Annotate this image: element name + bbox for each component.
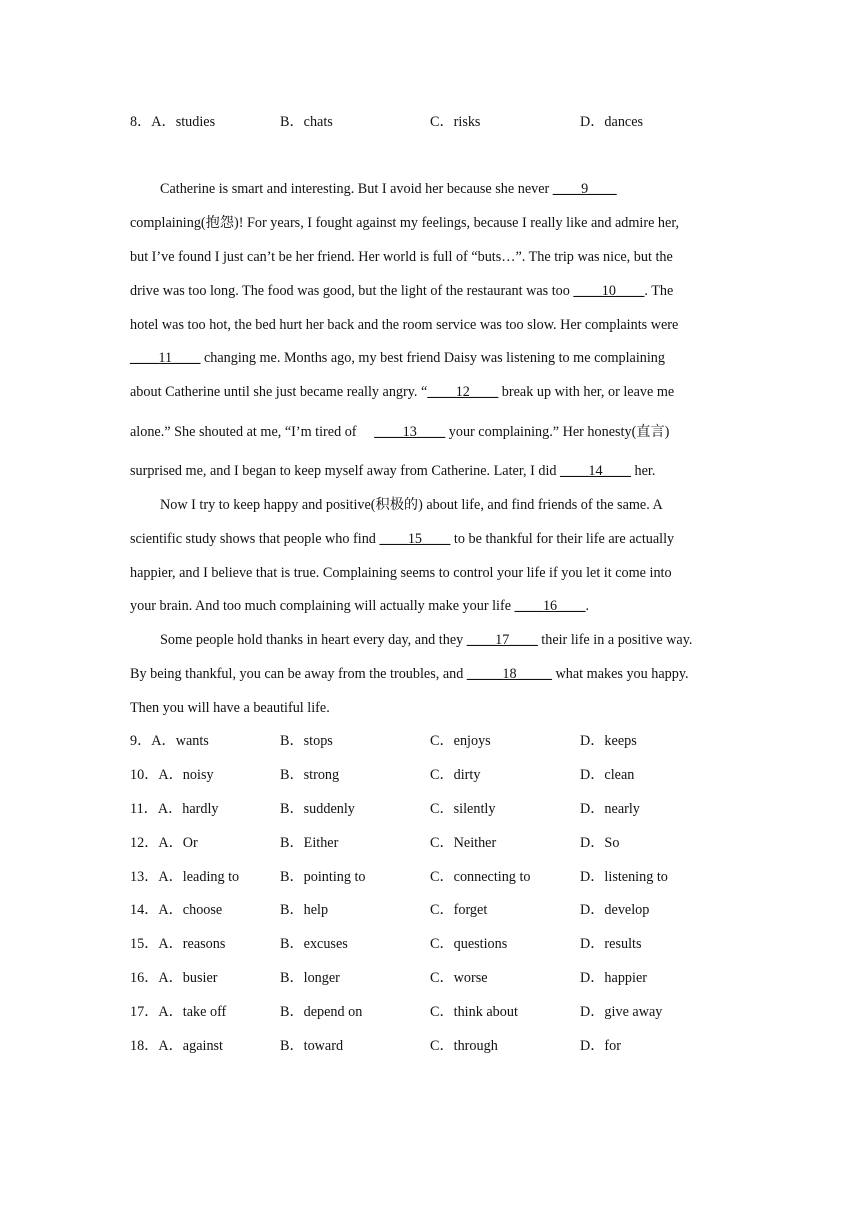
option-b: B．stops	[280, 733, 333, 749]
blank-13: ____13____	[374, 424, 446, 440]
option-a: 12．A．Or	[130, 835, 198, 851]
passage-line	[130, 697, 740, 719]
passage-line	[130, 314, 740, 336]
question-12-options	[130, 833, 740, 853]
option-a: 18．A．against	[130, 1038, 223, 1054]
passage-line	[130, 460, 740, 482]
blank-18: _____18_____	[466, 666, 552, 682]
option-d: D．results	[580, 936, 642, 952]
passage-text: .	[585, 598, 590, 614]
passage-line	[130, 528, 740, 550]
passage-line	[130, 494, 770, 516]
passage-text: Some people hold thanks in heart every day, and they	[160, 632, 467, 648]
passage-text: changing me. Months ago, my best friend Daisy was listening to me complaining	[200, 350, 665, 366]
option-a: 17．A．take off	[130, 1004, 227, 1020]
option-b: B．pointing to	[280, 869, 366, 885]
passage-text: your brain. And too much complaining will actually make your life	[130, 598, 515, 614]
blank-12: ____12____	[427, 384, 499, 400]
blank-11: ____11____	[130, 350, 201, 366]
passage-text: scientific study shows that people who find	[130, 531, 380, 547]
blank-15: ____15____	[379, 531, 451, 547]
option-b: B．strong	[280, 767, 340, 783]
blank-9: ____9____	[552, 181, 617, 197]
option-d: D．keeps	[580, 733, 637, 749]
passage-text: alone.” She shouted at me, “I’m tired of	[130, 424, 375, 440]
question-10-options	[130, 765, 740, 785]
passage-text: but I’ve found I just can’t be her friend. Her world is full of “buts…”. The trip was nice, but the	[130, 249, 673, 265]
question-14-options	[130, 900, 740, 920]
passage-text: . The	[644, 283, 674, 299]
option-d: D．clean	[580, 767, 635, 783]
option-b: B．toward	[280, 1038, 344, 1054]
question-15-options	[130, 934, 740, 954]
option-c: C．Neither	[430, 835, 497, 851]
option-a: 9．A．wants	[130, 733, 209, 749]
option-c: C．silently	[430, 801, 496, 817]
option-a: 8．A．studies	[130, 114, 216, 130]
question-16-options	[130, 968, 740, 988]
option-d: D．So	[580, 835, 620, 851]
option-b: B．suddenly	[280, 801, 355, 817]
option-b: B．depend on	[280, 1004, 363, 1020]
passage-line	[130, 246, 740, 268]
passage-line	[130, 280, 740, 302]
passage-text: Catherine is smart and interesting. But I avoid her because she never	[160, 181, 553, 197]
option-c: C．think about	[430, 1004, 518, 1020]
option-a: 11．A．hardly	[130, 801, 219, 817]
option-d: D．nearly	[580, 801, 640, 817]
question-11-options	[130, 799, 740, 819]
question-13-options	[130, 867, 740, 887]
option-d: D．give away	[580, 1004, 663, 1020]
option-a: 13．A．leading to	[130, 869, 240, 885]
option-b: B．help	[280, 902, 329, 918]
passage-line	[130, 381, 740, 403]
passage-line	[130, 347, 740, 369]
option-d: D．develop	[580, 902, 650, 918]
option-d: D．dances	[580, 114, 644, 130]
option-b: B．excuses	[280, 936, 348, 952]
option-c: C．worse	[430, 970, 488, 986]
passage-text: her.	[630, 463, 656, 479]
option-c: C．enjoys	[430, 733, 491, 749]
option-b: B．Either	[280, 835, 339, 851]
passage-line	[130, 663, 740, 685]
passage-text: Then you will have a beautiful life.	[130, 700, 330, 716]
option-a: 15．A．reasons	[130, 936, 226, 952]
passage-text: hotel was too hot, the bed hurt her back and the room service was too slow. Her complaints were	[130, 317, 679, 333]
passage-line	[130, 595, 740, 617]
option-a: 10．A．noisy	[130, 767, 214, 783]
passage-text: surprised me, and I began to keep myself away from Catherine. Later, I did	[130, 463, 561, 479]
blank-10: ____10____	[573, 283, 645, 299]
blank-14: ____14____	[560, 463, 631, 479]
passage-text: happier, and I believe that is true. Complaining seems to control your life if you let it come into	[130, 565, 672, 581]
option-d: D．happier	[580, 970, 647, 986]
passage-line	[130, 178, 770, 200]
option-a: 16．A．busier	[130, 970, 218, 986]
passage-text: break up with her, or leave me	[498, 384, 675, 400]
question-17-options	[130, 1002, 740, 1022]
option-d: D．for	[580, 1038, 621, 1054]
option-c: C．dirty	[430, 767, 481, 783]
passage-line	[130, 562, 740, 584]
passage-text: By being thankful, you can be away from the troubles, and	[130, 666, 467, 682]
passage-line	[130, 629, 770, 651]
option-d: D．listening to	[580, 869, 668, 885]
option-b: B．chats	[280, 114, 333, 130]
passage-line	[130, 421, 740, 443]
passage-text: to be thankful for their life are actually	[450, 531, 675, 547]
option-c: C．questions	[430, 936, 508, 952]
blank-16: ____16____	[514, 598, 586, 614]
blank-17: ____17____	[466, 632, 538, 648]
passage-text: Now I try to keep happy and positive(积极的) about life, and find friends of the same. A	[160, 497, 663, 513]
question-9-options	[130, 731, 740, 751]
passage-text: about Catherine until she just became really angry. “	[130, 384, 428, 400]
passage-text: your complaining.” Her honesty(直言)	[445, 424, 670, 440]
passage-text: what makes you happy.	[552, 666, 689, 682]
option-c: C．forget	[430, 902, 488, 918]
passage-text: drive was too long. The food was good, but the light of the restaurant was too	[130, 283, 574, 299]
question-18-options	[130, 1036, 740, 1056]
passage-line	[130, 212, 740, 234]
option-a: 14．A．choose	[130, 902, 223, 918]
option-c: C．risks	[430, 114, 481, 130]
option-b: B．longer	[280, 970, 340, 986]
passage-text: their life in a positive way.	[537, 632, 693, 648]
option-c: C．connecting to	[430, 869, 531, 885]
option-c: C．through	[430, 1038, 498, 1054]
passage-text: complaining(抱怨)! For years, I fought against my feelings, because I really like and admire her,	[130, 215, 680, 231]
question-8-options	[130, 112, 740, 132]
